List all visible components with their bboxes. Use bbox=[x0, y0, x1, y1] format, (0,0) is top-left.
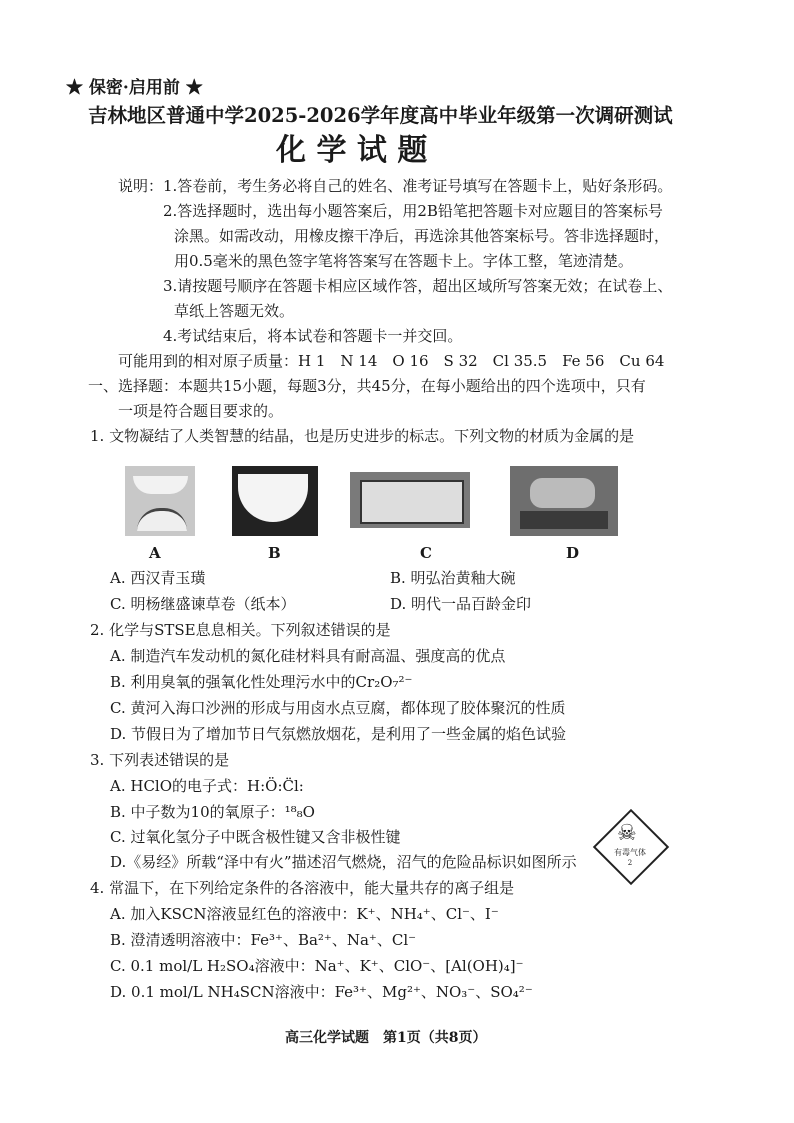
option-b: B. 中子数为10的氧原子：¹⁸₈O bbox=[110, 803, 315, 821]
option-a: A. HClO的电子式：H:Ö:C̈l: bbox=[110, 777, 304, 795]
exam-title: 吉林地区普通中学2025-2026学年度高中毕业年级第一次调研测试 bbox=[88, 104, 673, 127]
instruction-line: 涂黑。如需改动，用橡皮擦干净后，再选涂其他答案标号。答非选择题时， bbox=[174, 227, 670, 245]
question-1-stem: 1. 文物凝结了人类智慧的结晶，也是历史进步的标志。下列文物的材质为金属的是 bbox=[90, 427, 635, 445]
option-a: A. 制造汽车发动机的氮化硅材料具有耐高温、强度高的优点 bbox=[110, 647, 506, 665]
option-b: B. 澄清透明溶液中：Fe³⁺、Ba²⁺、Na⁺、Cl⁻ bbox=[110, 931, 417, 949]
option-a: A. 西汉青玉璜 bbox=[110, 569, 206, 587]
page-footer: 高三化学试题 第1页（共8页） bbox=[285, 1030, 487, 1046]
section-heading: 一、选择题：本题共15小题，每题3分，共45分，在每小题给出的四个选项中，只有 bbox=[88, 377, 646, 395]
instruction-line: 1.答卷前，考生务必将自己的姓名、准考证号填写在答题卡上，贴好条形码。 bbox=[163, 177, 673, 195]
bowl-artifact-image bbox=[232, 466, 318, 536]
option-d: D.《易经》所载“泽中有火”描述沼气燃烧，沼气的危险品标识如图所示 bbox=[110, 853, 577, 871]
option-c: C. 0.1 mol/L H₂SO₄溶液中：Na⁺、K⁺、ClO⁻、[Al(OH)₄]⁻ bbox=[110, 957, 524, 975]
question-4-stem: 4. 常温下，在下列给定条件的各溶液中，能大量共存的离子组是 bbox=[90, 879, 515, 897]
question-2-stem: 2. 化学与STSE息息相关。下列叙述错误的是 bbox=[90, 621, 391, 639]
instruction-line: 用0.5毫米的黑色签字笔将答案写在答题卡上。字体工整，笔迹清楚。 bbox=[174, 252, 633, 270]
confidential-label: ★ 保密·启用前 ★ bbox=[66, 78, 203, 98]
option-d: D. 0.1 mol/L NH₄SCN溶液中：Fe³⁺、Mg²⁺、NO₃⁻、SO₄²⁻ bbox=[110, 983, 533, 1001]
instruction-line: 3.请按题号顺序在答题卡相应区域作答，超出区域所写答案无效；在试卷上、 bbox=[163, 277, 673, 295]
hazard-sign-text: 有毒气体 bbox=[614, 848, 646, 857]
image-label-a: A bbox=[149, 544, 161, 562]
option-c: C. 过氧化氢分子中既含极性键又含非极性键 bbox=[110, 828, 401, 846]
option-a: A. 加入KSCN溶液显红色的溶液中：K⁺、NH₄⁺、Cl⁻、I⁻ bbox=[110, 905, 499, 923]
option-d: D. 明代一品百龄金印 bbox=[390, 595, 532, 613]
instruction-line: 草纸上答题无效。 bbox=[174, 302, 295, 320]
option-b: B. 明弘治黄釉大碗 bbox=[390, 569, 516, 587]
skull-icon: ☠ bbox=[617, 821, 637, 846]
jade-artifact-image bbox=[125, 466, 195, 536]
gold-seal-artifact-image bbox=[510, 466, 618, 536]
option-b: B. 利用臭氧的强氧化性处理污水中的Cr₂O₇²⁻ bbox=[110, 673, 413, 691]
option-c: C. 黄河入海口沙洲的形成与用卤水点豆腐，都体现了胶体聚沉的性质 bbox=[110, 699, 566, 717]
section-heading-cont: 一项是符合题目要求的。 bbox=[118, 402, 284, 420]
instruction-line: 2.答选择题时，选出每小题答案后，用2B铅笔把答题卡对应题目的答案标号 bbox=[163, 202, 663, 220]
question-3-stem: 3. 下列表述错误的是 bbox=[90, 751, 230, 769]
hazard-sign-number: 2 bbox=[627, 859, 633, 867]
subject-title: 化 学 试 题 bbox=[276, 133, 428, 168]
atomic-masses: 可能用到的相对原子质量：H 1 N 14 O 16 S 32 Cl 35.5 Fe 56 Cu 64 bbox=[118, 352, 665, 370]
option-c: C. 明杨继盛谏草卷（纸本） bbox=[110, 595, 296, 613]
option-d: D. 节假日为了增加节日气氛燃放烟花，是利用了一些金属的焰色试验 bbox=[110, 725, 567, 743]
plaque-artifact-image bbox=[350, 472, 470, 528]
instruction-line: 4.考试结束后，将本试卷和答题卡一并交回。 bbox=[163, 327, 463, 345]
image-label-c: C bbox=[420, 544, 432, 562]
image-label-b: B bbox=[268, 544, 281, 562]
image-label-d: D bbox=[566, 544, 580, 562]
instructions-prefix: 说明： bbox=[118, 177, 164, 195]
